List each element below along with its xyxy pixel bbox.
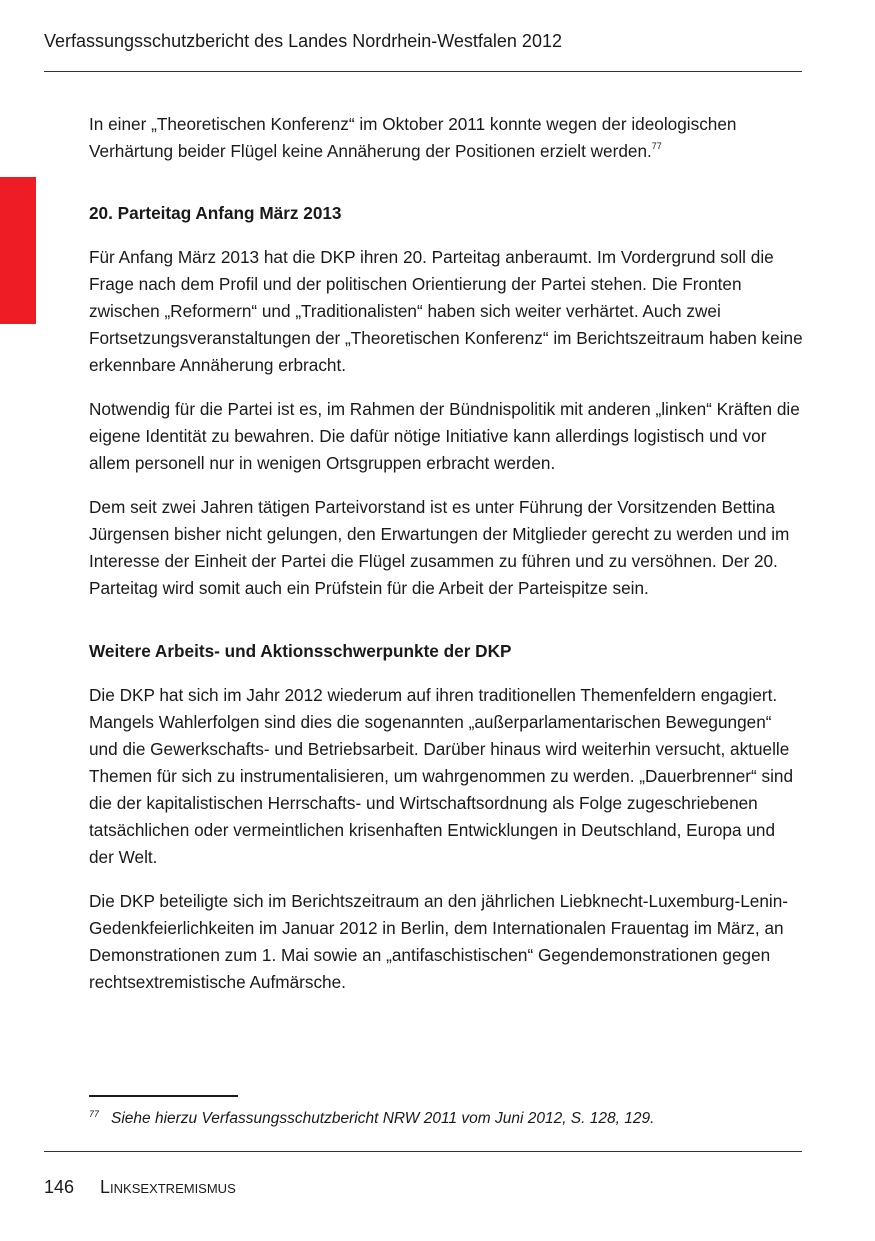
main-content xyxy=(89,111,803,1013)
footnote-separator xyxy=(89,1095,238,1097)
paragraph: Die DKP hat sich im Jahr 2012 wiederum auf ihren traditionellen Themenfeldern engagiert. Mangels Wahlerfolgen sind dies die sogenannten „außerparlamentarischen Bewegungen“ und die Gewerkschafts- und Betriebsarbeit. Darüber hinaus wird weiterhin versucht, aktuelle Themen für sich zu instrumentalisieren, um wahrgenommen zu werden. „Dauerbrenner“ sind die der kapitalistischen Herrschafts- und Wirtschaftsordnung als Folge zugeschriebenen tatsächlichen oder vermeintlichen krisenhaften Entwicklungen in Deutschland, Europa und der Welt. xyxy=(89,685,794,867)
intro-paragraph xyxy=(89,111,803,165)
header-rule xyxy=(44,71,802,72)
paragraph: Für Anfang März 2013 hat die DKP ihren 20. Parteitag anberaumt. Im Vordergrund soll die Frage nach dem Profil und der politischen Orientierung der Partei stehen. Die Fronten zwischen „Reformern“ und „Traditionalisten“ haben sich weiter verhärtet. Auch zwei Fortsetzungsveranstaltungen der „Theoretischen Konferenz“ im Berichtszeitraum haben keine erkennbare Annäherung erbracht. xyxy=(89,247,803,375)
paragraph: Notwendig für die Partei ist es, im Rahmen der Bündnispolitik mit anderen „linken“ Kräften die eigene Identität zu bewahren. Die dafür nötige Initiative kann allerdings logistisch und vor allem personell nur in wenigen Ortsgruppen erbracht werden. xyxy=(89,399,800,473)
footnote-text: Siehe hierzu Verfassungsschutzbericht NRW 2011 vom Juni 2012, S. 128, 129. xyxy=(111,1110,655,1127)
footnote-reference[interactable]: 77 xyxy=(651,141,662,151)
chapter-marker-tab xyxy=(0,177,36,324)
footnote-number: 77 xyxy=(89,1109,100,1119)
section-heading-schwerpunkte: Weitere Arbeits- und Aktionsschwerpunkte der DKP xyxy=(89,641,512,661)
footer-rule xyxy=(44,1151,802,1152)
section-title: Linksextremismus xyxy=(100,1177,236,1197)
paragraph: Dem seit zwei Jahren tätigen Parteivorstand ist es unter Führung der Vorsitzenden Bettina Jürgensen bisher nicht gelungen, den Erwartungen der Mitglieder gerecht zu werden und im Interesse der Einheit der Partei die Flügel zusammen zu führen und zu versöhnen. Der 20. Parteitag wird somit auch ein Prüfstein für die Arbeit der Parteispitze sein. xyxy=(89,497,790,598)
page-footer xyxy=(44,1175,236,1199)
paragraph: Die DKP beteiligte sich im Berichtszeitraum an den jährlichen Liebknecht-Luxemburg-Lenin-Gedenkfeierlichkeiten im Januar 2012 in Berlin, dem Internationalen Frauentag im März, an Demonstrationen zum 1. Mai sowie an „antifaschistischen“ Gegendemonstrationen gegen rechtsextremistische Aufmärsche. xyxy=(89,891,788,992)
section-heading-parteitag: 20. Parteitag Anfang März 2013 xyxy=(89,203,342,223)
running-header: Verfassungsschutzbericht des Landes Nordrhein-Westfalen 2012 xyxy=(44,31,562,51)
footnote xyxy=(89,1103,654,1130)
page-number: 146 xyxy=(44,1177,75,1197)
intro-text: In einer „Theoretischen Konferenz“ im Oktober 2011 konnte wegen der ideologischen Verhärtung beider Flügel keine Annäherung der Positionen erzielt werden. xyxy=(89,114,737,161)
